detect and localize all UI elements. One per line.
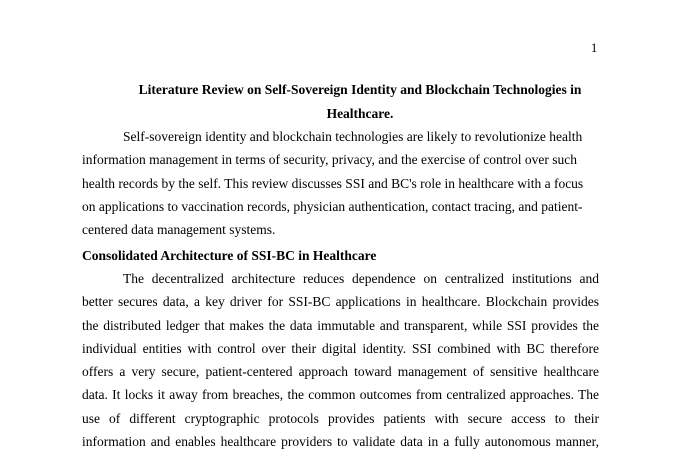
paragraph-line: better secures data, a key driver for SSI-BC applications in healthcare. Blockchain provides bbox=[82, 294, 599, 310]
paragraph-line: information and enables healthcare providers to validate data in a fully autonomous manner, bbox=[82, 434, 599, 450]
paragraph-line: the distributed ledger that makes the data immutable and transparent, while SSI provides the bbox=[82, 317, 599, 333]
title-line: Healthcare. bbox=[326, 106, 394, 121]
intro-paragraph bbox=[82, 125, 599, 241]
paragraph-line: offers a very secure, patient-centered approach toward management of sensitive healthcare bbox=[82, 364, 599, 380]
paragraph-line: individual entities with control over their digital identity. SSI combined with BC therefore bbox=[82, 340, 599, 356]
paragraph-line: use of different cryptographic protocols provides patients with secure access to their bbox=[82, 410, 599, 426]
paragraph-line: health records by the self. This review discusses SSI and BC's role in healthcare with a focus bbox=[82, 175, 584, 191]
title-line: Literature Review on Self-Sovereign Identity and Blockchain Technologies in bbox=[138, 82, 582, 97]
paragraph-line: data. It locks it away from breaches, the common outcomes from centralized approaches. The bbox=[82, 387, 599, 403]
paragraph-line: information management in terms of security, privacy, and the exercise of control over such bbox=[82, 152, 577, 168]
paragraph-line: The decentralized architecture reduces dependence on centralized institutions and bbox=[123, 271, 599, 286]
section-heading: Consolidated Architecture of SSI-BC in Healthcare bbox=[82, 248, 377, 263]
architecture-paragraph bbox=[82, 267, 599, 453]
page-number: 1 bbox=[591, 41, 598, 55]
paragraph-line: on applications to vaccination records, physician authentication, contact tracing, and patient- bbox=[82, 198, 583, 214]
document-title bbox=[82, 78, 638, 126]
paragraph-line: centered data management systems. bbox=[82, 222, 276, 238]
paragraph-line: Self-sovereign identity and blockchain technologies are likely to revolutionize health bbox=[123, 129, 583, 144]
